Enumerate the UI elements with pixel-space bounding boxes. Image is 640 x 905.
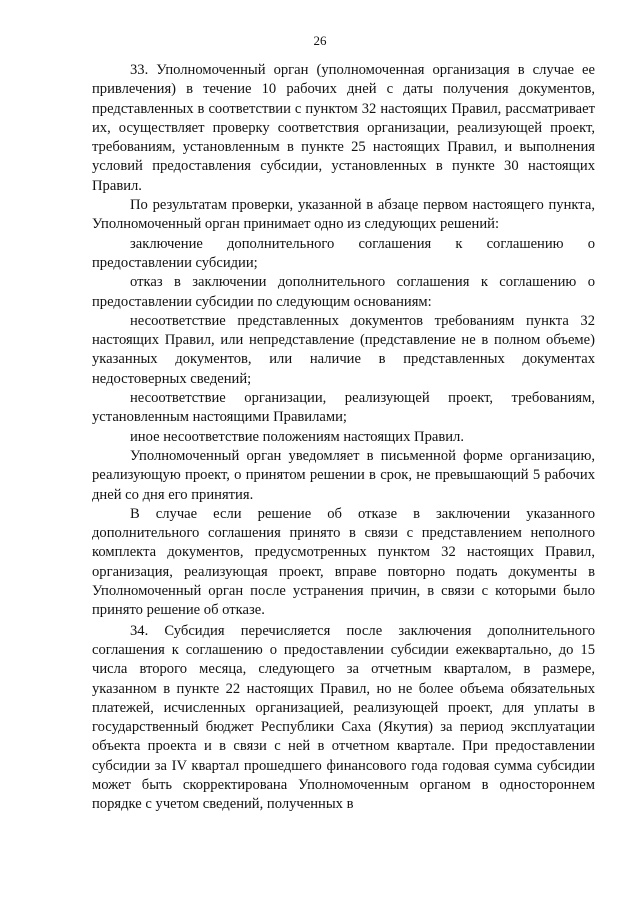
paragraph-refusal-ground-documents: несоответствие представленных документов требованиям пункта 32 настоящих Правил, или непредставление (представление не в полном объеме) указанных документов, или наличие в представленных документах недостоверных сведений; (92, 312, 595, 387)
paragraph-refusal-ground-requirements: несоответствие организации, реализующей проект, требованиям, установленным настоящими Правилами; (92, 390, 595, 426)
paragraph-33: 33. Уполномоченный орган (уполномоченная организация в случае ее привлечения) в течение 10 рабочих дней с даты получения документов, представленных в соответствии с пунктом 32 настоящих Правил, рассматривает их, осуществляет проверку соответствия организации, реализующей проект, требованиям, установленным в пункте 25 настоящих Правил, и выполнения условий предоставления субсидии, установленных в пункте 30 настоящих Правил. (92, 62, 595, 194)
paragraph-resubmission: В случае если решение об отказе в заключении указанного дополнительного соглашения принято в связи с представлением неполного комплекта документов, предусмотренных пунктом 32 настоящих Правил, организация, реализующая проект, вправе повторно подать документы в Уполномоченный орган после устранения причин, в связи с которыми было принято решение об отказе. (92, 505, 595, 619)
paragraph-notification: Уполномоченный орган уведомляет в письменной форме организацию, реализующую проект, о принятом решении в срок, не превышающий 5 рабочих дней со дня его принятия. (92, 447, 595, 503)
paragraph-decision-refusal: отказ в заключении дополнительного соглашения к соглашению о предоставлении субсидии по следующим основаниям: (92, 274, 595, 310)
paragraph-34: 34. Субсидия перечисляется после заключения дополнительного соглашения к соглашению о предоставлении субсидии ежеквартально, до 15 числа второго месяца, следующего за отчетным кварталом, в размере, указанном в пункте 22 настоящих Правил, но не более объема обязательных платежей, исчисленных организацией, реализующей проект, для уплаты в государственный бюджет Республики Саха (Якутия) за период эксплуатации объекта проекта и в связи с ней в отчетном квартале. При предоставлении субсидии за IV квартал прошедшего финансового года годовая сумма субсидии может быть скорректирована Уполномоченным органом в одностороннем порядке с учетом сведений, полученных в (92, 622, 595, 813)
paragraph-review-results: По результатам проверки, указанной в абзаце первом настоящего пункта, Уполномоченный орган принимает одно из следующих решений: (92, 197, 595, 233)
page-number: 26 (313, 33, 327, 48)
paragraph-decision-conclusion: заключение дополнительного соглашения к соглашению о предоставлении субсидии; (92, 235, 595, 271)
document-body (92, 61, 595, 815)
paragraph-refusal-ground-other: иное несоответствие положениям настоящих Правил. (130, 428, 464, 445)
